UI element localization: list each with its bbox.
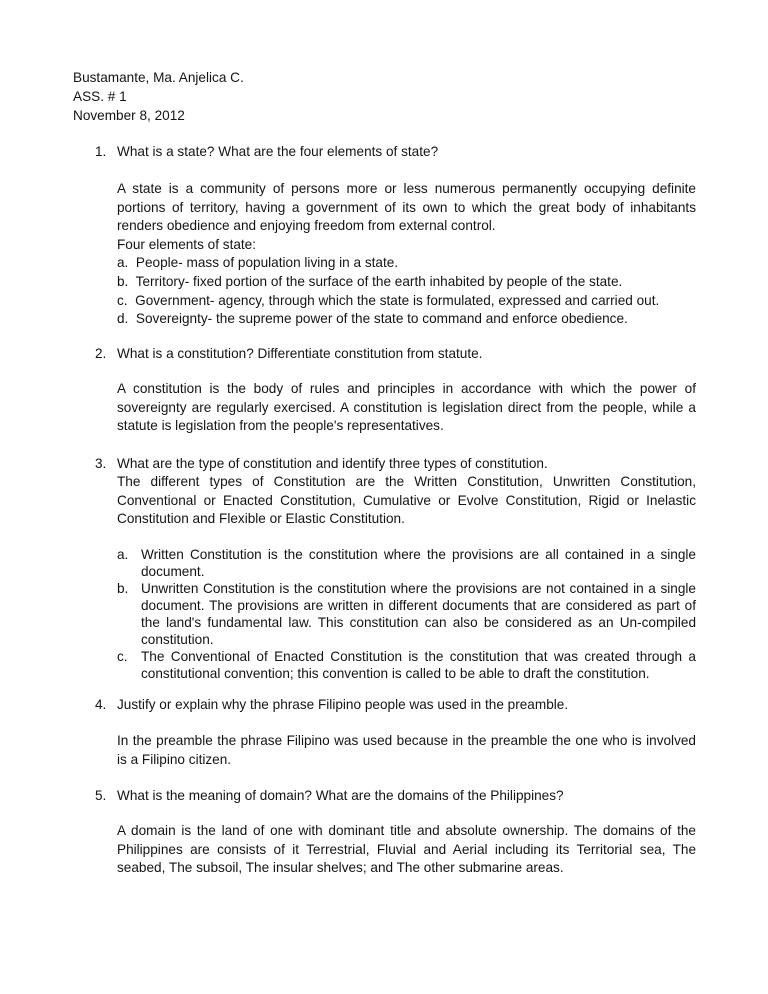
list-title: Four elements of state: — [117, 236, 257, 252]
list-item-text: The Conventional of Enacted Constitution is the constitution that was created through a constitutional convention; this convention is called to be able to draft the constitution. — [141, 649, 696, 681]
question-3 — [95, 455, 548, 474]
question-number: 2. — [95, 346, 107, 361]
answer-paragraph: In the preamble the phrase Filipino was used because in the preamble the one who is involved is a Filipino citizen. — [117, 733, 696, 767]
constitution-types-list — [117, 546, 696, 682]
question-number: 4. — [95, 697, 107, 712]
list-marker: a. — [117, 547, 129, 562]
answer-paragraph: A constitution is the body of rules and principles in accordance with which the power of sovereignty are regularly exercised. A constitution is legislation direct from the people, while a statute is legislation from the people's representatives. — [117, 381, 696, 434]
question-number: 3. — [95, 456, 107, 471]
question-text: What are the type of constitution and identify three types of constitution. — [117, 456, 548, 471]
question-1 — [95, 143, 438, 162]
document-date: November 8, 2012 — [73, 108, 185, 123]
list-item — [117, 580, 696, 648]
answer-2 — [117, 380, 696, 436]
list-item — [117, 546, 696, 580]
question-2 — [95, 345, 482, 364]
answer-paragraph: The different types of Constitution are the Written Constitution, Unwritten Constitution, Conventional or Enacted Constitution, Cumulative or Evolve Constitution, Rigid or Inelastic Constitution and Flexible or Elastic Constitution. — [117, 474, 696, 527]
question-4 — [95, 696, 568, 715]
author-name: Bustamante, Ma. Anjelica C. — [73, 70, 244, 85]
question-text: What is a state? What are the four elements of state? — [117, 144, 439, 159]
list-item: b. Territory- fixed portion of the surface of the earth inhabited by people of the state. — [117, 273, 623, 289]
answer-1 — [117, 180, 696, 329]
question-number: 1. — [95, 144, 107, 159]
document-header — [73, 68, 244, 125]
list-item: a. People- mass of population living in a state. — [117, 255, 399, 271]
question-number: 5. — [95, 788, 107, 803]
question-text: What is a constitution? Differentiate constitution from statute. — [117, 346, 483, 361]
list-item: c. Government- agency, through which the state is formulated, expressed and carried out. — [117, 292, 660, 308]
list-marker: c. — [117, 649, 128, 664]
answer-3 — [117, 473, 696, 529]
answer-paragraph: A domain is the land of one with dominant title and absolute ownership. The domains of the Philippines are consists of it Terrestrial, Fluvial and Aerial including its Territorial sea, The seabed, The subsoil, The insular shelves; and The other submarine areas. — [117, 823, 696, 876]
assignment-number: ASS. # 1 — [73, 89, 127, 104]
answer-4 — [117, 732, 696, 769]
list-marker: b. — [117, 581, 129, 596]
list-item — [117, 648, 696, 682]
list-item-text: Unwritten Constitution is the constitution where the provisions are not contained in a single document. The provisions are written in different documents that are considered as part of the land's fundamental law. This constitution can also be considered as an Un-compiled constitution. — [141, 581, 696, 647]
list-item-text: Written Constitution is the constitution where the provisions are all contained in a single document. — [141, 547, 696, 579]
question-5 — [95, 787, 564, 806]
answer-paragraph: A state is a community of persons more or less numerous permanently occupying definite portions of territory, having a government of its own to which the great body of inhabitants renders obedience and enjoying freedom from external control. — [117, 181, 696, 234]
question-text: What is the meaning of domain? What are the domains of the Philippines? — [117, 788, 564, 803]
answer-5 — [117, 822, 696, 878]
question-text: Justify or explain why the phrase Filipino people was used in the preamble. — [117, 697, 569, 712]
list-item: d. Sovereignty- the supreme power of the state to command and enforce obedience. — [117, 311, 628, 327]
